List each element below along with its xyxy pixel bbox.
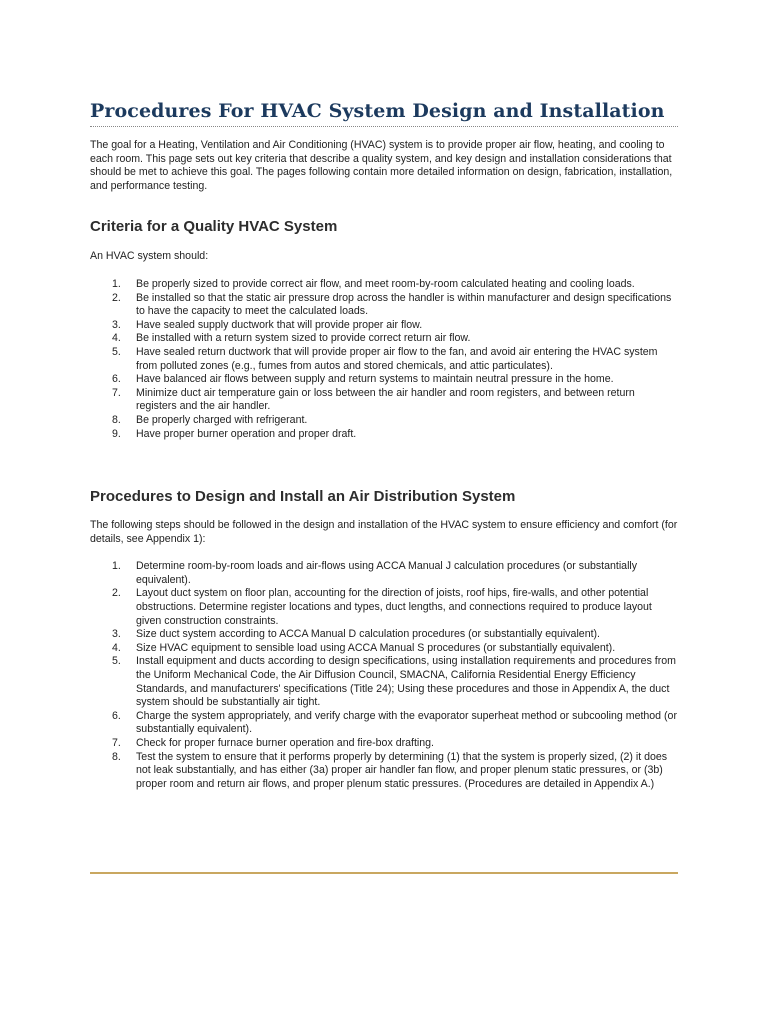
list-number: 5. <box>112 655 121 668</box>
list-item <box>90 346 678 373</box>
procedures-list <box>90 560 678 791</box>
list-number: 7. <box>112 386 121 399</box>
list-number: 6. <box>112 373 121 386</box>
list-number: 7. <box>112 737 121 749</box>
list-text: Have sealed supply ductwork that will provide proper air flow. <box>136 318 423 331</box>
footer-divider <box>90 872 678 874</box>
list-number: 1. <box>112 560 121 573</box>
list-item <box>90 332 678 346</box>
list-number: 8. <box>112 750 121 763</box>
page-title: Procedures For HVAC System Design and Installation <box>90 100 678 127</box>
list-text: Layout duct system on floor plan, accounting for the direction of joists, roof hips, fire-walls, and other potential obstructions. Determine register locations and types, duct lengths, and connections required to produce layout given construction constraints. <box>136 587 652 627</box>
procedures-lead: The following steps should be followed in the design and installation of the HVAC system to ensure efficiency and comfort (for details, see Appendix 1): <box>90 519 678 545</box>
list-item <box>90 737 678 751</box>
list-item <box>90 710 678 737</box>
list-text: Be properly sized to provide correct air flow, and meet room-by-room calculated heating and cooling loads. <box>136 277 635 290</box>
list-item <box>90 751 678 792</box>
list-text: Be installed so that the static air pressure drop across the handler is within manufacturer and design specifications to have the capacity to meet the calculated loads. <box>136 291 672 318</box>
list-item <box>90 655 678 709</box>
list-text: Check for proper furnace burner operation and fire-box drafting. <box>136 737 434 749</box>
list-item <box>90 278 678 292</box>
list-item <box>90 642 678 656</box>
list-item <box>90 628 678 642</box>
list-item <box>90 373 678 387</box>
list-text: Charge the system appropriately, and verify charge with the evaporator superheat method or subcooling method (or substantially equivalent). <box>136 709 677 736</box>
list-text: Minimize duct air temperature gain or loss between the air handler and room registers, and between return registers and the air handler. <box>136 386 635 413</box>
list-item <box>90 428 678 442</box>
list-text: Install equipment and ducts according to design specifications, using installation requirements and procedures from the Uniform Mechanical Code, the Air Diffusion Council, SMACNA, California Residential Energy Efficiency Standards, and manufacturers' specifications (Title 24); Using these procedures and those in Appendix A, the duct system should be substantially air tight. <box>136 655 676 709</box>
list-item <box>90 292 678 319</box>
document-content <box>90 100 678 791</box>
list-item <box>90 387 678 414</box>
list-number: 1. <box>112 277 121 290</box>
list-item <box>90 414 678 428</box>
list-text: Size duct system according to ACCA Manual D calculation procedures (or substantially equivalent). <box>136 628 600 641</box>
list-text: Test the system to ensure that it performs properly by determining (1) that the system is properly sized, (2) it does not leak substantially, and has either (3a) proper air handler fan flow, and proper plenum static pressures, or (3b) proper room and return air flows, and proper plenum static pressures. (Procedures are detailed in Appendix A.) <box>136 750 668 790</box>
list-text: Be installed with a return system sized to provide correct return air flow. <box>136 332 471 345</box>
criteria-lead: An HVAC system should: <box>90 250 209 263</box>
list-text: Size HVAC equipment to sensible load using ACCA Manual S procedures (or substantially equivalent). <box>136 641 616 654</box>
criteria-list <box>90 278 678 441</box>
list-item <box>90 319 678 333</box>
list-item <box>90 560 678 587</box>
list-item <box>90 587 678 628</box>
list-number: 8. <box>112 413 121 426</box>
list-number: 2. <box>112 291 121 304</box>
list-text: Determine room-by-room loads and air-flows using ACCA Manual J calculation procedures (or substantially equivalent). <box>136 560 638 586</box>
list-number: 9. <box>112 427 121 440</box>
list-text: Be properly charged with refrigerant. <box>136 413 308 426</box>
list-text: Have sealed return ductwork that will provide proper air flow to the fan, and avoid air entering the HVAC system from polluted zones (e.g., fumes from autos and stored chemicals, and attic particulates). <box>136 345 658 372</box>
list-number: 2. <box>112 587 121 600</box>
list-number: 4. <box>112 332 121 345</box>
list-number: 4. <box>112 641 121 654</box>
list-text: Have balanced air flows between supply and return systems to maintain neutral pressure in the home. <box>136 373 614 386</box>
list-number: 5. <box>112 345 121 358</box>
list-number: 6. <box>112 709 121 722</box>
criteria-heading: Criteria for a Quality HVAC System <box>90 218 338 236</box>
intro-paragraph: The goal for a Heating, Ventilation and Air Conditioning (HVAC) system is to provide proper air flow, heating, and cooling to each room. This page sets out key criteria that describe a quality system, and key design and installation considerations that should be met to achieve this goal. The pages following contain more detailed information on design, fabrication, installation, and performance testing. <box>90 139 673 192</box>
list-number: 3. <box>112 628 121 641</box>
list-number: 3. <box>112 318 121 331</box>
procedures-heading: Procedures to Design and Install an Air Distribution System <box>90 488 516 506</box>
list-text: Have proper burner operation and proper draft. <box>136 427 357 440</box>
